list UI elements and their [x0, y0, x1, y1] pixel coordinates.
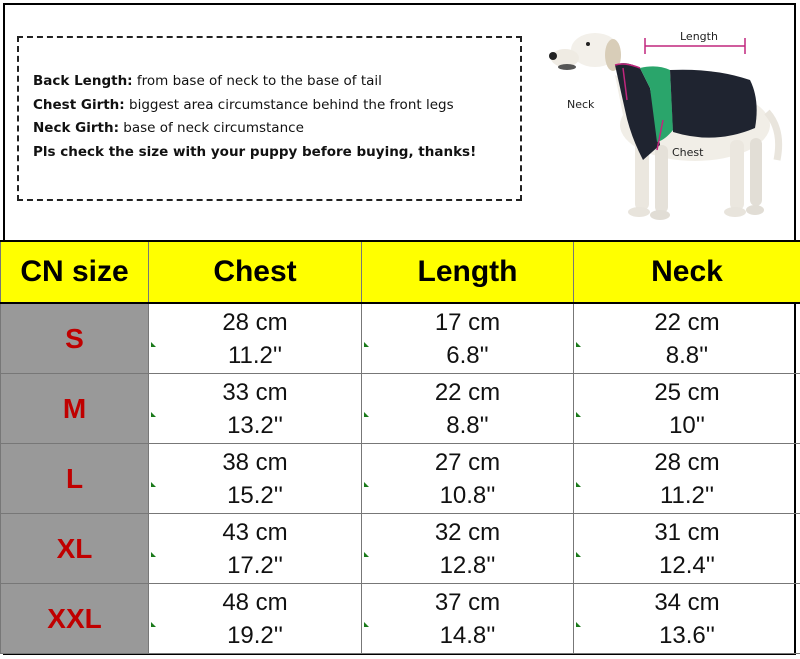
length-cell: 22 cm 8.8'' — [362, 374, 574, 444]
table-header-row — [1, 241, 800, 303]
table-row — [1, 374, 800, 444]
neck-cell: 28 cm 11.2'' — [574, 444, 800, 514]
chest-cell: 33 cm 13.2'' — [149, 374, 362, 444]
length-cell: 32 cm 12.8'' — [362, 514, 574, 584]
size-table — [0, 240, 800, 654]
chest-cell: 28 cm 11.2'' — [149, 303, 362, 374]
chest-cell: 38 cm 15.2'' — [149, 444, 362, 514]
size-cell: S — [1, 303, 149, 374]
chest-cell: 43 cm 17.2'' — [149, 514, 362, 584]
size-cell: XXL — [1, 584, 149, 654]
dog-measurement-diagram — [545, 20, 790, 235]
note-check-size: Pls check the size with your puppy before buying, thanks! — [33, 143, 477, 160]
neck-cell: 31 cm 12.4'' — [574, 514, 800, 584]
table-row — [1, 303, 800, 374]
header-neck: Neck — [574, 241, 800, 303]
chest-cell: 48 cm 19.2'' — [149, 584, 362, 654]
size-cell: XL — [1, 514, 149, 584]
header-length: Length — [362, 241, 574, 303]
neck-label: Neck — [567, 98, 595, 111]
measurement-notes — [17, 36, 522, 201]
table-row — [1, 514, 800, 584]
size-cell: L — [1, 444, 149, 514]
size-cell: M — [1, 374, 149, 444]
header-chest: Chest — [149, 241, 362, 303]
length-label: Length — [680, 30, 718, 43]
neck-cell: 34 cm 13.6'' — [574, 584, 800, 654]
chest-label: Chest — [672, 146, 704, 159]
neck-cell: 22 cm 8.8'' — [574, 303, 800, 374]
table-row — [1, 584, 800, 654]
length-cell: 17 cm 6.8'' — [362, 303, 574, 374]
length-cell: 27 cm 10.8'' — [362, 444, 574, 514]
note-chest-girth: Chest Girth: biggest area circumstance behind the front legs — [33, 96, 454, 113]
neck-cell: 25 cm 10'' — [574, 374, 800, 444]
length-cell: 37 cm 14.8'' — [362, 584, 574, 654]
note-neck-girth: Neck Girth: base of neck circumstance — [33, 120, 304, 136]
header-cn-size: CN size — [1, 241, 149, 303]
table-row — [1, 444, 800, 514]
note-back-length: Back Length: from base of neck to the base of tail — [33, 73, 382, 89]
size-chart — [0, 240, 800, 654]
